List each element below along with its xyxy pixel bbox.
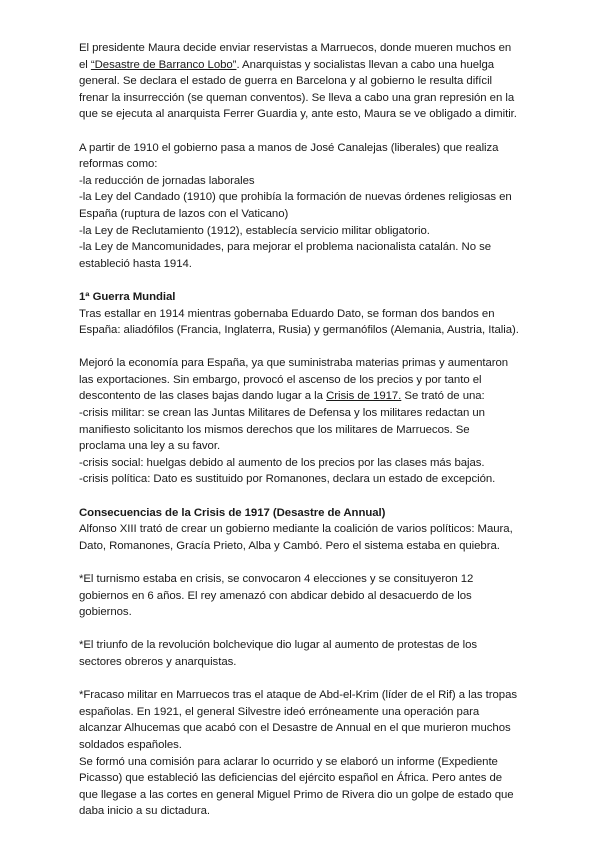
list-item: -crisis militar: se crean las Juntas Militares de Defensa y los militares redactan un [79,407,485,420]
text-line: Picasso) que estableció las deficiencias del ejército español en África. Pero antes de [79,772,503,785]
text-line: proclama una ley a su favor. [79,440,221,453]
section-heading: 1ª Guerra Mundial [79,290,176,303]
text-line: España: aliadófilos (Francia, Inglaterra, Rusia) y germanófilos (Alemania, Austria, Italia). [79,324,519,337]
list-item: -crisis política: Dato es sustituido por Romanones, declara un estado de excepción. [79,473,496,486]
text-fragment: descontento de las clases bajas dando lugar a la [79,390,327,403]
document-page [79,40,554,820]
text-line: *El turnismo estaba en crisis, se convocaron 4 elecciones y se consituyeron 12 [79,573,474,585]
text-line: *El triunfo de la revolución bolchevique dio lugar al aumento de protestas de los [79,639,478,652]
text-line: estableció hasta 1914. [79,257,192,270]
section-first-world-war [79,289,554,339]
text-line: alcanzar Alhucemas que acabó con el Desastre de Annual en el que murieron muchos [79,722,511,735]
list-item: -la Ley de Mancomunidades, para mejorar el problema nacionalista catalán. No se [79,241,492,254]
text-line: Dato, Romanones, Gracía Prieto, Alba y Cambó. Pero el sistema estaba en quiebra. [79,539,500,552]
text-line: que llegase a las cortes en general Miguel Primo de Rivera dio un golpe de estado que [79,788,514,801]
text-line: frenar la insurrección (se queman conventos). Se lleva a cabo una gran represión en la [79,91,515,104]
text-line: reformas como: [79,158,158,171]
crisis-1917-link[interactable]: Crisis de 1917. [326,390,402,403]
text-fragment: Se trató de una: [401,390,485,403]
text-line: sectores obreros y anarquistas. [79,655,237,668]
paragraph-morocco-failure [79,687,554,820]
section-consequences-1917 [79,505,554,555]
text-fragment: . Anarquistas y socialistas llevan a cabo una huelga [236,58,495,71]
text-line: Se formó una comisión para aclarar lo ocurrido y se elaboró un informe (Expediente [79,755,498,768]
paragraph-bolshevik [79,637,554,670]
text-line: manifiesto solicitanto los mismos derechos que los militares de Marruecos. Se [79,423,470,436]
text-line: españolas. En 1921, el general Silvestre ideó erróneamente una operación para [79,705,480,718]
paragraph-economy-crisis [79,355,554,488]
text-line: las exportaciones. Sin embargo, provocó el ascenso de los precios y por tanto el [79,373,482,386]
text-line [79,388,554,405]
text-line: general. Se declara el estado de guerra en Barcelona y al gobierno le resulta difícil [79,75,493,88]
section-heading: Consecuencias de la Crisis de 1917 (Desastre de Annual) [79,506,386,519]
text-fragment: el [79,58,91,71]
text-line: gobiernos. [79,606,132,619]
paragraph-turnismo [79,571,554,621]
desastre-barranco-lobo-link[interactable]: “Desastre de Barranco Lobo” [90,58,237,71]
text-line: El presidente Maura decide enviar reservistas a Marruecos, donde mueren muchos en [79,42,512,54]
paragraph-maura [79,40,554,123]
text-line: daba inicio a su dictadura. [79,805,210,818]
text-line: *Fracaso militar en Marruecos tras el ataque de Abd-el-Krim (líder de el Rif) a las tropas [79,689,518,702]
list-item: -la Ley del Candado (1910) que prohibía la formación de nuevas órdenes religiosas en [79,191,512,204]
list-item: -la reducción de jornadas laborales [79,174,255,187]
list-item: -crisis social: huelgas debido al aumento de los precios por las clases más bajas. [79,456,485,469]
text-line [79,57,554,74]
list-item: -la Ley de Reclutamiento (1912), establecía servicio militar obligatorio. [79,224,430,237]
text-line: Mejoró la economía para España, ya que suministraba materias primas y aumentaron [79,357,509,370]
paragraph-canalejas [79,140,554,273]
text-line: soldados españoles. [79,738,182,751]
text-line: España (ruptura de lazos con el Vaticano) [79,207,289,220]
text-line: A partir de 1910 el gobierno pasa a manos de José Canalejas (liberales) que realiza [79,141,499,154]
text-line: que se ejecuta al anarquista Ferrer Guardia y, ante esto, Maura se ve obligado a dimitir. [79,108,517,121]
text-line: Alfonso XIII trató de crear un gobierno mediante la coalición de varios políticos: Maura, [79,523,513,536]
text-line: Tras estallar en 1914 mientras gobernaba Eduardo Dato, se forman dos bandos en [79,307,495,320]
text-line: gobiernos en 6 años. El rey amenazó con abdicar debido al desacuerdo de los [79,589,472,602]
